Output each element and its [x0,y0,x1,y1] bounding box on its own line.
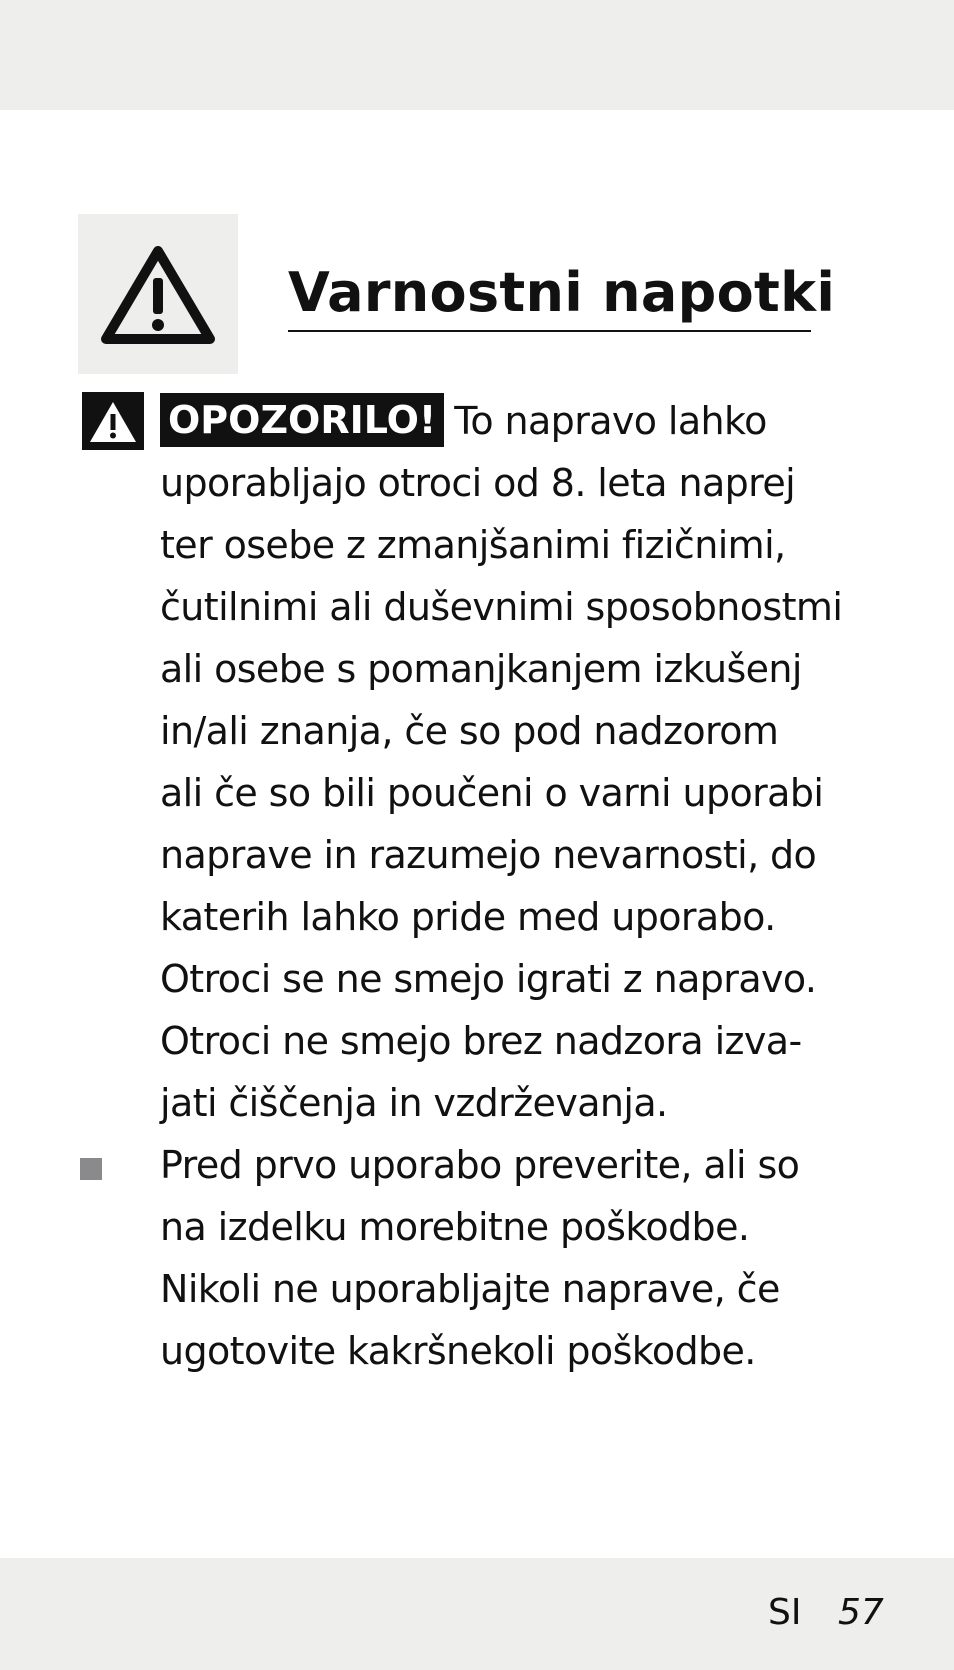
warning-first-line [160,390,900,452]
top-margin-band [0,0,954,110]
text-line: Pred prvo uporabo preverite, ali so [160,1143,800,1187]
text-line: katerih lahko pride med uporabo. [160,895,776,939]
text-line: Nikoli ne uporabljajte naprave, če [160,1267,780,1311]
warning-paragraph [160,390,900,1134]
text-line: naprave in razumejo nevarnosti, do [160,833,817,877]
page-number: 57 [838,1592,884,1633]
text-line: To napravo lahko [454,399,767,443]
text-line: Otroci ne smejo brez nadzora izva- [160,1019,802,1063]
footer-band [0,1558,954,1670]
text-line: ali osebe s pomanjkanjem izkušenj [160,647,802,691]
text-line: ugotovite kakršnekoli poškodbe. [160,1329,756,1373]
text-line: na izdelku morebitne poškodbe. [160,1205,750,1249]
text-line: čutilnimi ali duševnimi sposobnostmi [160,585,843,629]
warning-triangle-icon [82,392,144,450]
text-line: jati čiščenja in vzdrževanja. [160,1081,668,1125]
inspection-paragraph [160,1134,900,1382]
text-line: uporabljajo otroci od 8. leta naprej [160,461,796,505]
text-line: ali če so bili poučeni o varni uporabi [160,771,824,815]
section-title: Varnostni napotki [288,258,811,332]
footer-language: SI [768,1592,802,1633]
text-line: Otroci se ne smejo igrati z napravo. [160,957,817,1001]
warning-triangle-icon [100,244,216,346]
text-line: in/ali znanja, če so pod nadzorom [160,709,779,753]
text-line: ter osebe z zmanjšanimi fizičnimi, [160,523,786,567]
square-bullet-icon [80,1158,102,1180]
warning-icon-box [78,214,238,374]
warning-badge: OPOZORILO! [160,393,444,447]
